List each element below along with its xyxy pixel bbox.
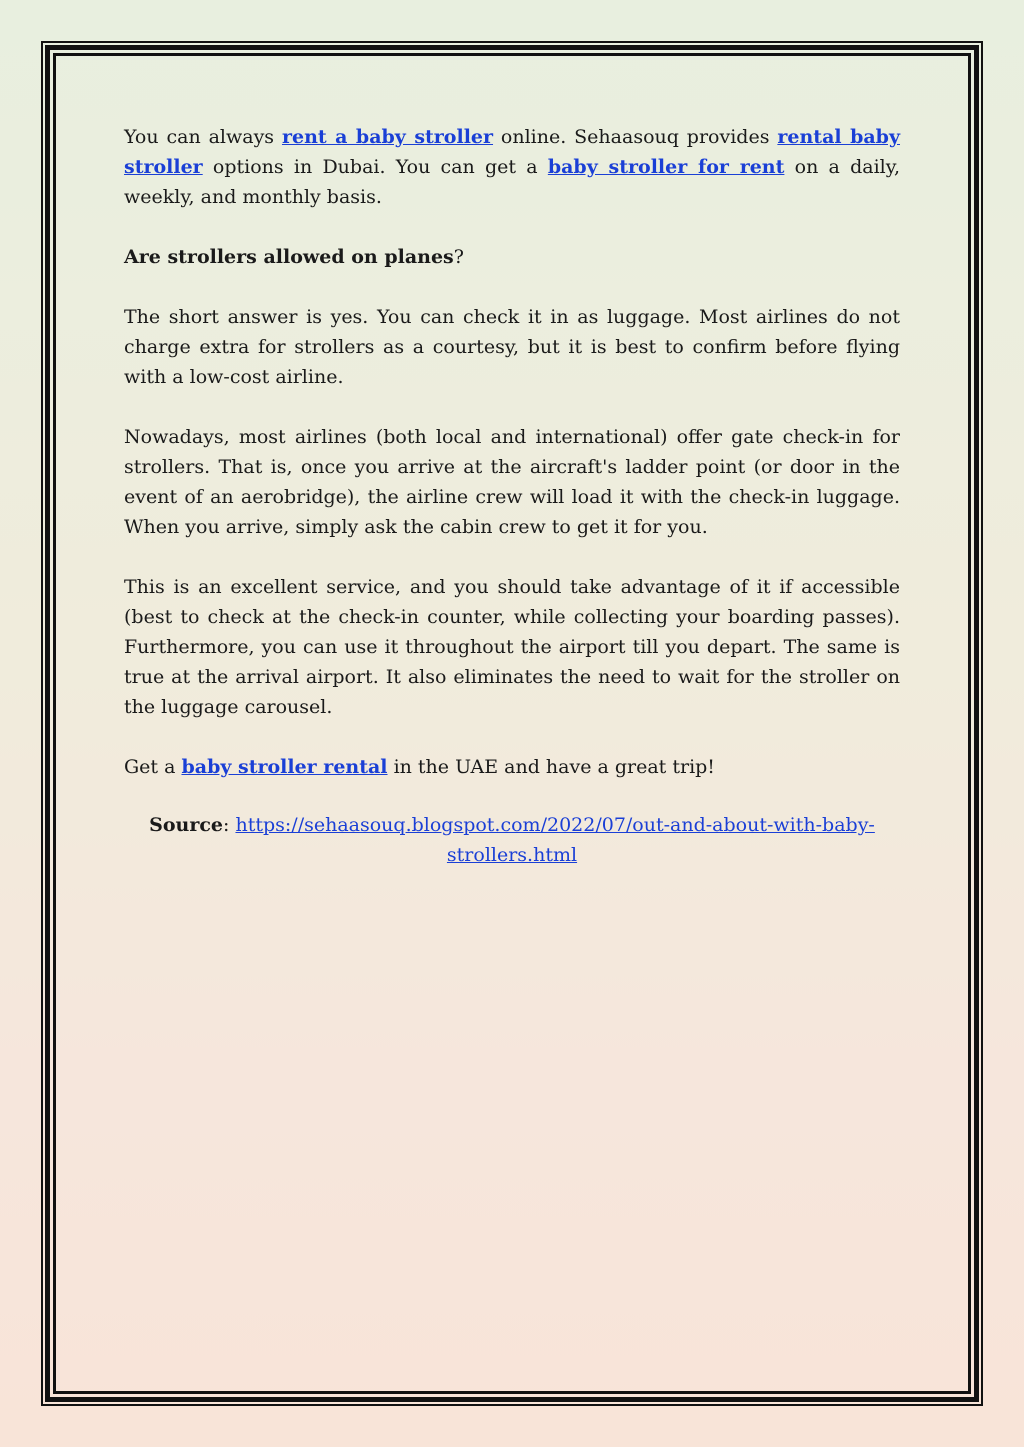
closing-text-1: Get a [124, 756, 182, 778]
section-heading-text: Are strollers allowed on planes [124, 246, 454, 268]
intro-text-4: on a daily, weekly, and monthly basis. [124, 156, 900, 208]
rent-baby-stroller-link[interactable]: rent a baby stroller [281, 126, 494, 148]
intro-text-3: options in Dubai. You can get a [202, 156, 548, 178]
paragraph-gate-check-in: Nowadays, most airlines (both local and international) offer gate check-in for strollers. That is, once you arrive at the aircraft's ladder point (or door in the event of an aerobridge), the airline crew will load it with the check-in luggage. When you arrive, simply ask the cabin crew to get it for you. [124, 426, 900, 538]
section-heading-question-mark: ? [453, 246, 464, 268]
section-heading [124, 242, 900, 272]
paragraph-short-answer: The short answer is yes. You can check it in as luggage. Most airlines do not charge extra for strollers as a courtesy, but it is best to confirm before flying with a low-cost airline. [124, 306, 900, 388]
closing-text-2: in the UAE and have a great trip! [387, 756, 715, 778]
source-separator: : [223, 814, 236, 836]
baby-stroller-rental-link[interactable]: baby stroller rental [181, 756, 388, 778]
intro-paragraph [124, 122, 900, 212]
closing-paragraph [124, 752, 900, 782]
intro-text-2: online. Sehaasouq provides [493, 126, 778, 148]
baby-stroller-for-rent-link[interactable]: baby stroller for rent [547, 156, 785, 178]
source-url-link[interactable]: https://sehaasouq.blogspot.com/2022/07/out-and-about-with-baby-strollers.html [235, 814, 875, 866]
source-label: Source [149, 814, 224, 836]
rental-baby-stroller-link[interactable]: rental baby stroller [124, 126, 900, 178]
intro-text-1: You can always [124, 126, 282, 148]
paragraph-excellent-service: This is an excellent service, and you should take advantage of it if accessible (best to check at the check-in counter, while collecting your boarding passes). Furthermore, you can use it throughout the airport till you depart. The same is true at the arrival airport. It also eliminates the need to wait for the stroller on the luggage carousel. [124, 576, 900, 718]
document-body [124, 122, 900, 870]
source-line [124, 810, 900, 870]
